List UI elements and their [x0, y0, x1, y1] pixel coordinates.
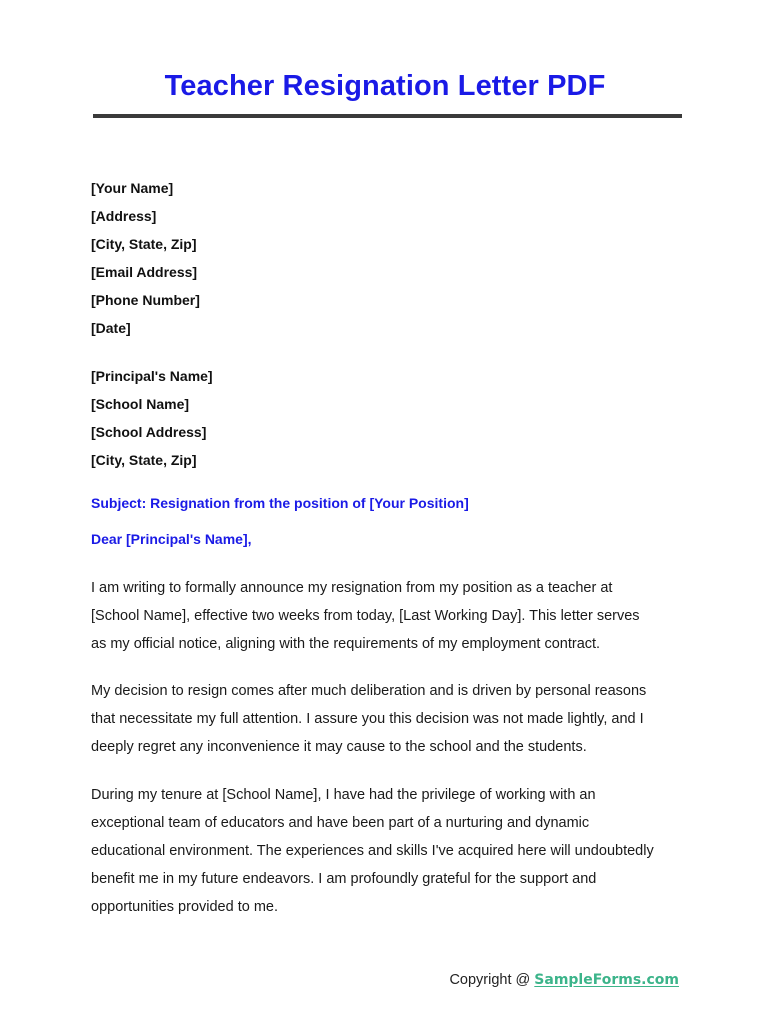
title-divider	[93, 114, 682, 118]
recipient-block	[91, 362, 213, 474]
sender-email: [Email Address]	[91, 264, 198, 280]
sender-city-state-zip: [City, State, Zip]	[91, 236, 197, 252]
paragraph-line: as my official notice, aligning with the requirements of my employment contract.	[91, 636, 601, 652]
sender-block	[91, 174, 200, 342]
recipient-name: [Principal's Name]	[91, 368, 213, 384]
paragraph-line: deeply regret any inconvenience it may cause to the school and the students.	[91, 739, 587, 755]
paragraph-line: I am writing to formally announce my resignation from my position as a teacher at	[91, 580, 613, 596]
paragraph-line: opportunities provided to me.	[91, 899, 278, 915]
recipient-school: [School Name]	[91, 396, 190, 412]
paragraph-line: During my tenure at [School Name], I have had the privilege of working with an	[91, 787, 596, 803]
letter-greeting: Dear [Principal's Name],	[91, 531, 252, 547]
letter-date: [Date]	[91, 320, 131, 336]
document-title: Teacher Resignation Letter PDF	[164, 70, 606, 102]
body-paragraph-1	[91, 574, 691, 658]
body-paragraph-3	[91, 781, 691, 921]
body-paragraph-2	[91, 677, 691, 761]
paragraph-line: educational environment. The experiences and skills I've acquired here will undoubtedly	[91, 843, 654, 859]
sender-name: [Your Name]	[91, 180, 174, 196]
sender-phone: [Phone Number]	[91, 292, 200, 308]
recipient-address: [School Address]	[91, 424, 207, 440]
paragraph-line: exceptional team of educators and have been part of a nurturing and dynamic	[91, 815, 590, 831]
sender-address: [Address]	[91, 208, 157, 224]
paragraph-line: benefit me in my future endeavors. I am profoundly grateful for the support and	[91, 871, 597, 887]
copyright-footer	[449, 972, 679, 988]
sampleforms-link[interactable]: SampleForms.com	[534, 972, 679, 988]
paragraph-line: that necessitate my full attention. I assure you this decision was not made lightly, and I	[91, 711, 644, 727]
letter-subject: Subject: Resignation from the position of [Your Position]	[91, 495, 469, 511]
paragraph-line: My decision to resign comes after much deliberation and is driven by personal reasons	[91, 683, 647, 699]
paragraph-line: [School Name], effective two weeks from today, [Last Working Day]. This letter serves	[91, 608, 640, 624]
copyright-text: Copyright @	[449, 972, 535, 988]
recipient-city-state-zip: [City, State, Zip]	[91, 452, 197, 468]
